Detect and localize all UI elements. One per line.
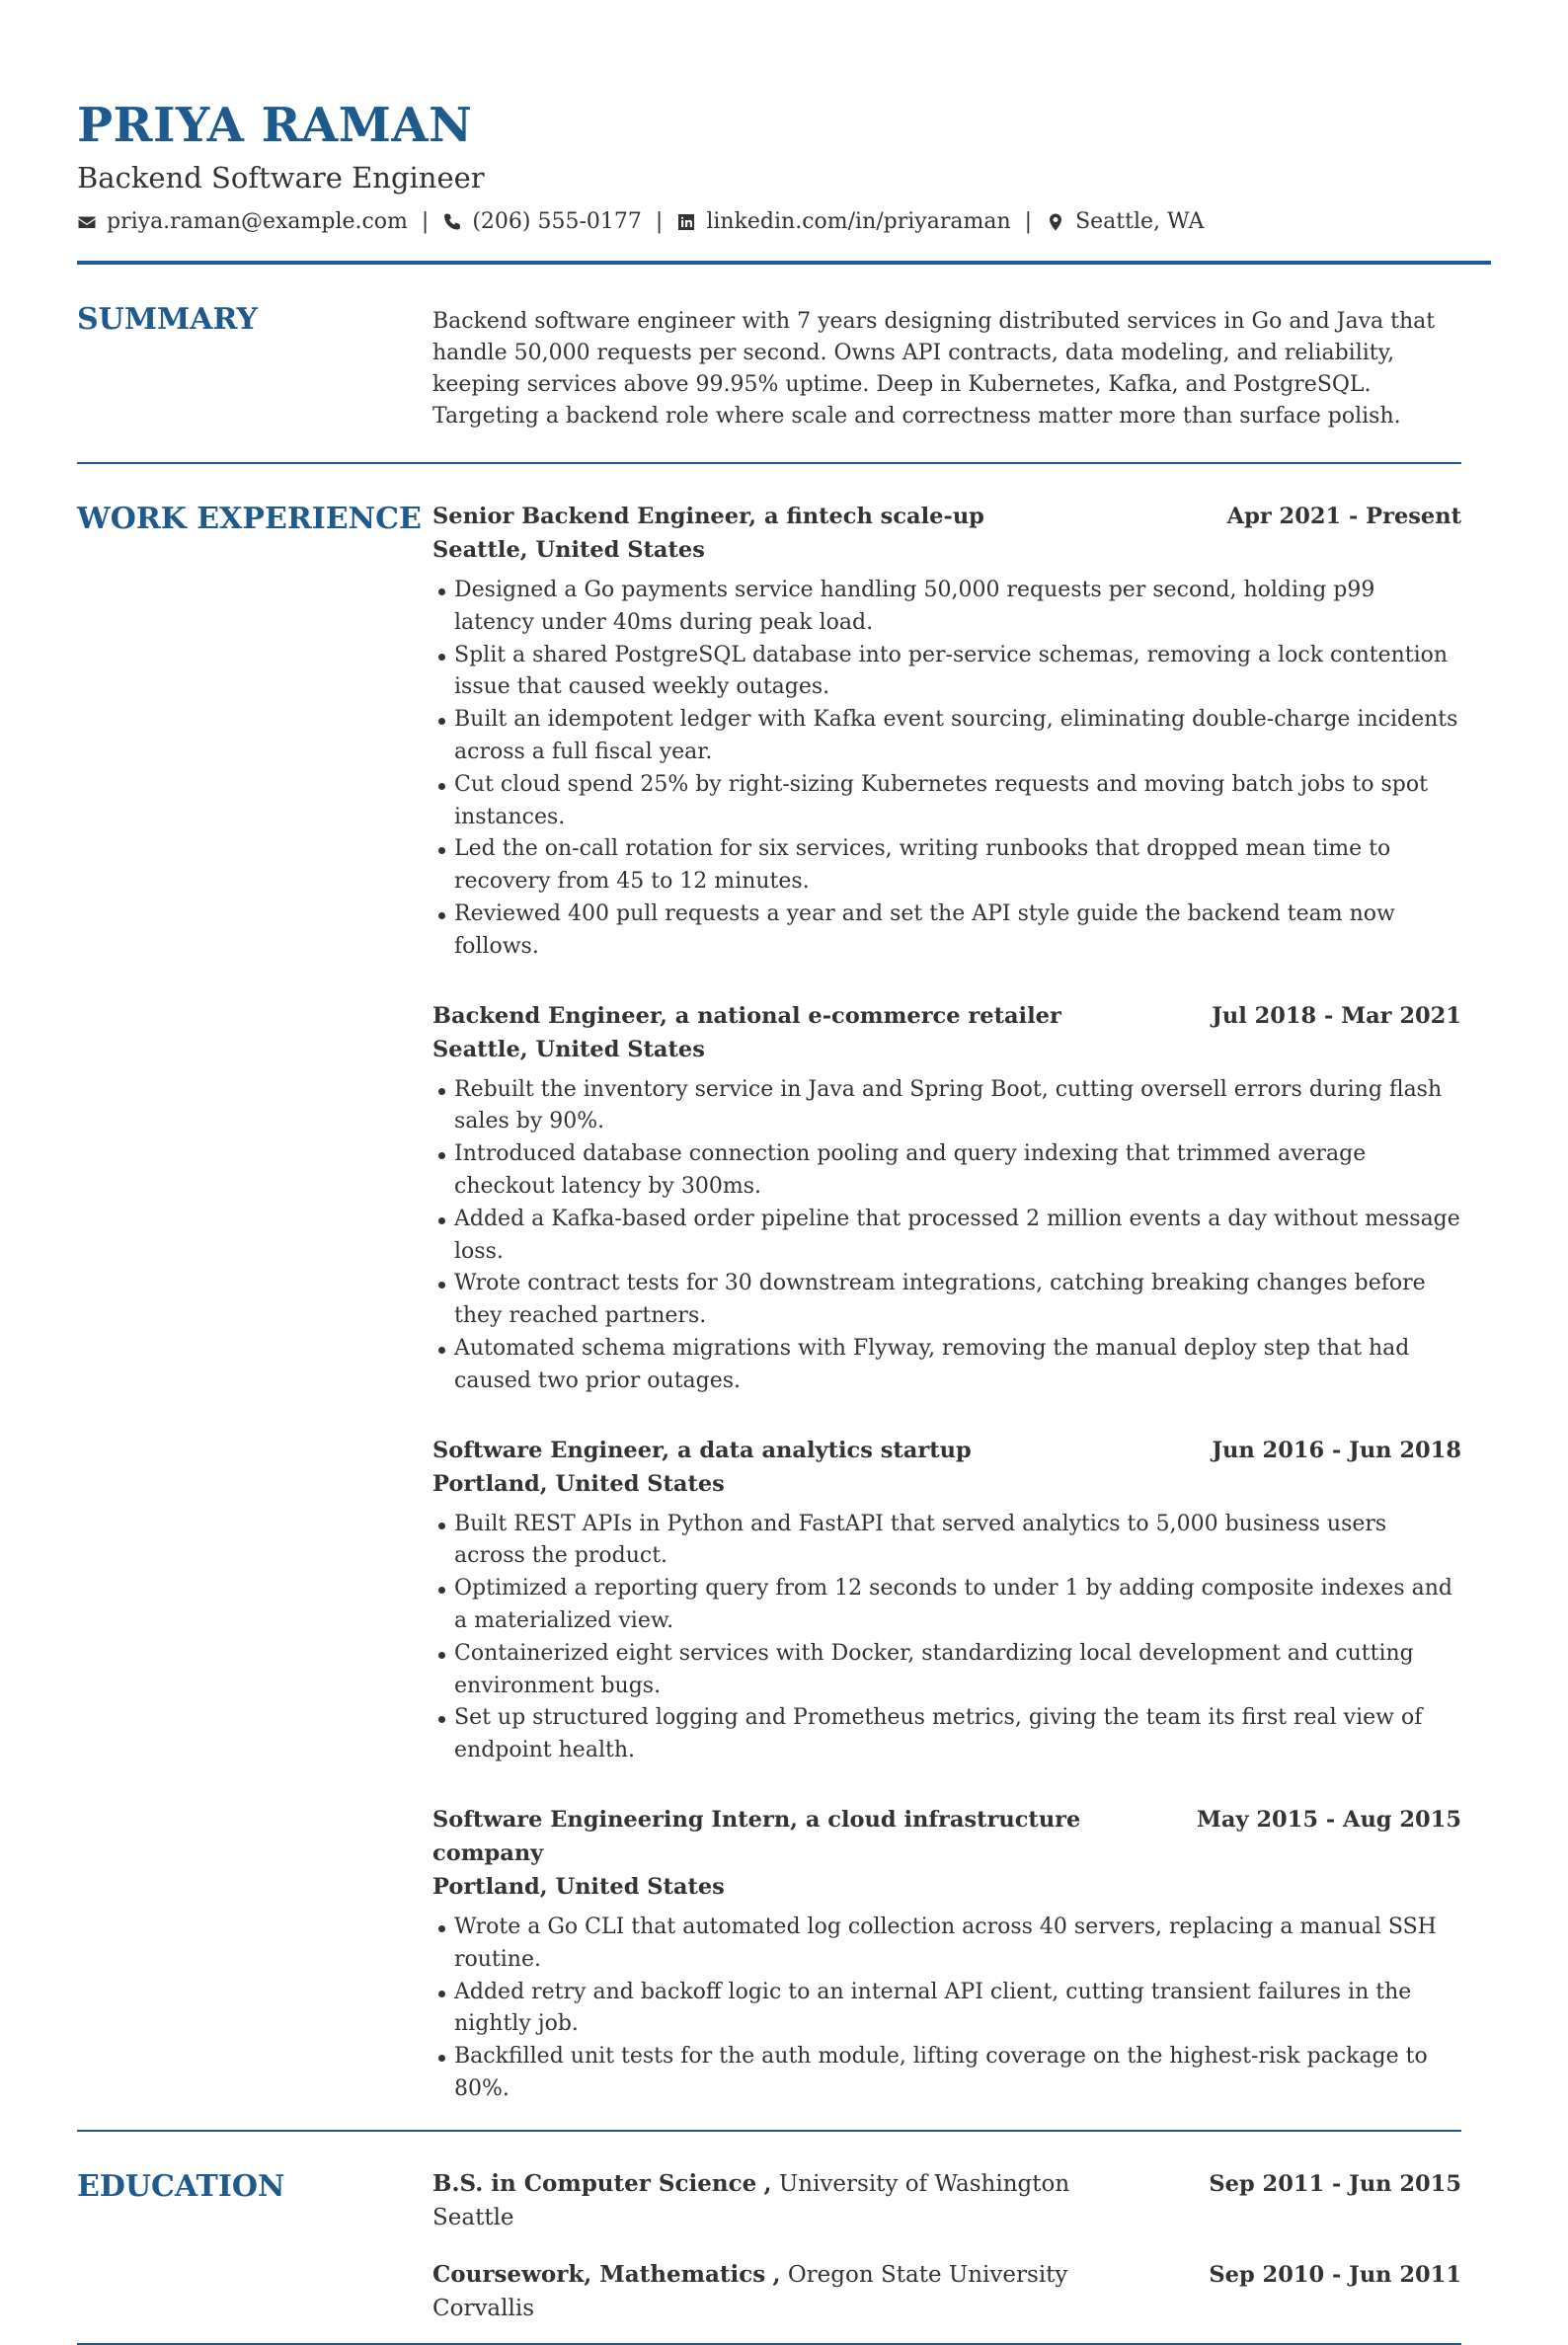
section-title-education: EDUCATION bbox=[77, 2168, 285, 2204]
education-school: University of Washington bbox=[778, 2170, 1070, 2197]
experience-body bbox=[432, 500, 1461, 2106]
candidate-headline: Backend Software Engineer bbox=[77, 161, 485, 195]
education-entry bbox=[432, 2258, 1461, 2325]
education-header bbox=[432, 2167, 1461, 2201]
contact-phone-text: (206) 555-0177 bbox=[472, 209, 642, 234]
job-bullet: Built REST APIs in Python and FastAPI that served analytics to 5,000 business users across the product. bbox=[454, 1509, 1461, 1574]
education-body bbox=[432, 2167, 1461, 2325]
section-title-experience: WORK EXPERIENCE bbox=[77, 502, 422, 536]
education-separator: , bbox=[772, 2260, 781, 2288]
job-bullet: Containerized eight services with Docker, standardizing local development and cutting environment bugs. bbox=[454, 1638, 1461, 1703]
education-entry bbox=[432, 2167, 1461, 2234]
job-entry bbox=[432, 500, 1461, 964]
job-bullet: Added a Kafka-based order pipeline that processed 2 million events a day without message loss. bbox=[454, 1204, 1461, 1269]
job-header bbox=[432, 1434, 1461, 1467]
summary-text: Backend software engineer with 7 years designing distributed services in Go and Java that handle 50,000 requests per second. Owns API contracts, data modeling, and reliability, keeping services above 99.95% uptime. Deep in Kubernetes, Kafka, and PostgreSQL. Targeting a backend role where scale and correctness matter more than surface polish. bbox=[432, 309, 1436, 429]
job-bullets bbox=[432, 575, 1461, 964]
experience-section bbox=[77, 464, 1461, 2132]
job-dates: Jun 2016 - Jun 2018 bbox=[1212, 1437, 1461, 1463]
job-location: Portland, United States bbox=[432, 1873, 725, 1900]
summary-body bbox=[432, 306, 1461, 432]
job-dates: May 2015 - Aug 2015 bbox=[1196, 1806, 1461, 1833]
contact-linkedin-text: linkedin.com/in/priyaraman bbox=[706, 209, 1011, 234]
contact-line bbox=[77, 205, 1491, 239]
education-degree: Coursework, Mathematics bbox=[432, 2260, 766, 2288]
job-entry bbox=[432, 999, 1461, 1398]
phone-icon bbox=[442, 212, 462, 232]
job-bullet: Led the on-call rotation for six services, writing runbooks that dropped mean time to recovery from 45 to 12 minutes. bbox=[454, 833, 1461, 899]
contact-linkedin[interactable] bbox=[676, 205, 1010, 239]
job-title: Backend Engineer, a national e-commerce retailer bbox=[432, 1002, 1061, 1029]
education-main bbox=[432, 2167, 1069, 2201]
job-bullets bbox=[432, 1912, 1461, 2106]
education-location: Corvallis bbox=[432, 2295, 535, 2321]
contact-separator: | bbox=[655, 209, 664, 234]
job-bullet: Backfilled unit tests for the auth module, lifting coverage on the highest-risk package to 80%. bbox=[454, 2041, 1461, 2106]
job-location: Seattle, United States bbox=[432, 537, 705, 563]
job-entry bbox=[432, 1803, 1461, 2106]
contact-separator: | bbox=[1024, 209, 1033, 234]
contact-phone[interactable] bbox=[442, 205, 642, 239]
contact-location bbox=[1046, 205, 1204, 239]
contact-separator: | bbox=[421, 209, 430, 234]
job-bullet: Introduced database connection pooling and query indexing that trimmed average checkout latency by 300ms. bbox=[454, 1138, 1461, 1204]
job-bullet: Optimized a reporting query from 12 seconds to under 1 by adding composite indexes and a materialized view. bbox=[454, 1573, 1461, 1638]
contact-email[interactable] bbox=[77, 205, 408, 239]
job-bullet: Cut cloud spend 25% by right-sizing Kubernetes requests and moving batch jobs to spot instances. bbox=[454, 769, 1461, 834]
job-bullet: Automated schema migrations with Flyway, removing the manual deploy step that had caused two prior outages. bbox=[454, 1333, 1461, 1398]
job-bullet: Designed a Go payments service handling 50,000 requests per second, holding p99 latency under 40ms during peak load. bbox=[454, 575, 1461, 640]
contact-location-text: Seattle, WA bbox=[1075, 209, 1205, 234]
candidate-name: PRIYA RAMAN bbox=[77, 98, 473, 153]
job-bullet: Wrote a Go CLI that automated log collection across 40 servers, replacing a manual SSH routine. bbox=[454, 1912, 1461, 1977]
education-school: Oregon State University bbox=[787, 2261, 1068, 2288]
job-title: Software Engineer, a data analytics startup bbox=[432, 1437, 972, 1463]
job-bullet: Added retry and backoff logic to an internal API client, cutting transient failures in the nightly job. bbox=[454, 1977, 1461, 2042]
job-bullet: Set up structured logging and Prometheus metrics, giving the team its first real view of endpoint health. bbox=[454, 1702, 1461, 1767]
linkedin-icon bbox=[676, 212, 696, 232]
envelope-icon bbox=[77, 212, 97, 232]
location-pin-icon bbox=[1046, 212, 1065, 232]
job-dates: Jul 2018 - Mar 2021 bbox=[1212, 1002, 1461, 1029]
summary-section bbox=[77, 265, 1461, 464]
job-bullets bbox=[432, 1074, 1461, 1398]
education-header bbox=[432, 2258, 1461, 2292]
job-header bbox=[432, 1803, 1461, 1870]
job-location: Portland, United States bbox=[432, 1470, 725, 1497]
job-dates: Apr 2021 - Present bbox=[1226, 504, 1461, 529]
section-title-summary: SUMMARY bbox=[77, 302, 258, 337]
education-section bbox=[77, 2132, 1461, 2345]
job-title: Software Engineering Intern, a cloud infrastructure company bbox=[432, 1806, 1081, 1866]
job-location: Seattle, United States bbox=[432, 1036, 705, 1062]
education-separator: , bbox=[763, 2169, 772, 2197]
education-dates: Sep 2010 - Jun 2011 bbox=[1209, 2261, 1461, 2288]
contact-email-text: priya.raman@example.com bbox=[107, 209, 408, 234]
education-location: Seattle bbox=[432, 2204, 514, 2230]
resume-header bbox=[77, 0, 1491, 265]
education-degree: B.S. in Computer Science bbox=[432, 2169, 757, 2197]
job-header bbox=[432, 999, 1461, 1033]
job-header bbox=[432, 500, 1461, 533]
job-bullets bbox=[432, 1509, 1461, 1767]
job-bullet: Rebuilt the inventory service in Java and Spring Boot, cutting oversell errors during flash sales by 90%. bbox=[454, 1074, 1461, 1139]
education-main bbox=[432, 2258, 1067, 2292]
job-title: Senior Backend Engineer, a fintech scale-up bbox=[432, 504, 984, 529]
job-entry bbox=[432, 1434, 1461, 1767]
job-bullet: Reviewed 400 pull requests a year and set the API style guide the backend team now follows. bbox=[454, 899, 1461, 964]
education-dates: Sep 2011 - Jun 2015 bbox=[1209, 2170, 1461, 2197]
job-bullet: Split a shared PostgreSQL database into per-service schemas, removing a lock contention issue that caused weekly outages. bbox=[454, 640, 1461, 705]
job-bullet: Built an idempotent ledger with Kafka event sourcing, eliminating double-charge incidents across a full fiscal year. bbox=[454, 704, 1461, 769]
job-bullet: Wrote contract tests for 30 downstream integrations, catching breaking changes before they reached partners. bbox=[454, 1268, 1461, 1333]
